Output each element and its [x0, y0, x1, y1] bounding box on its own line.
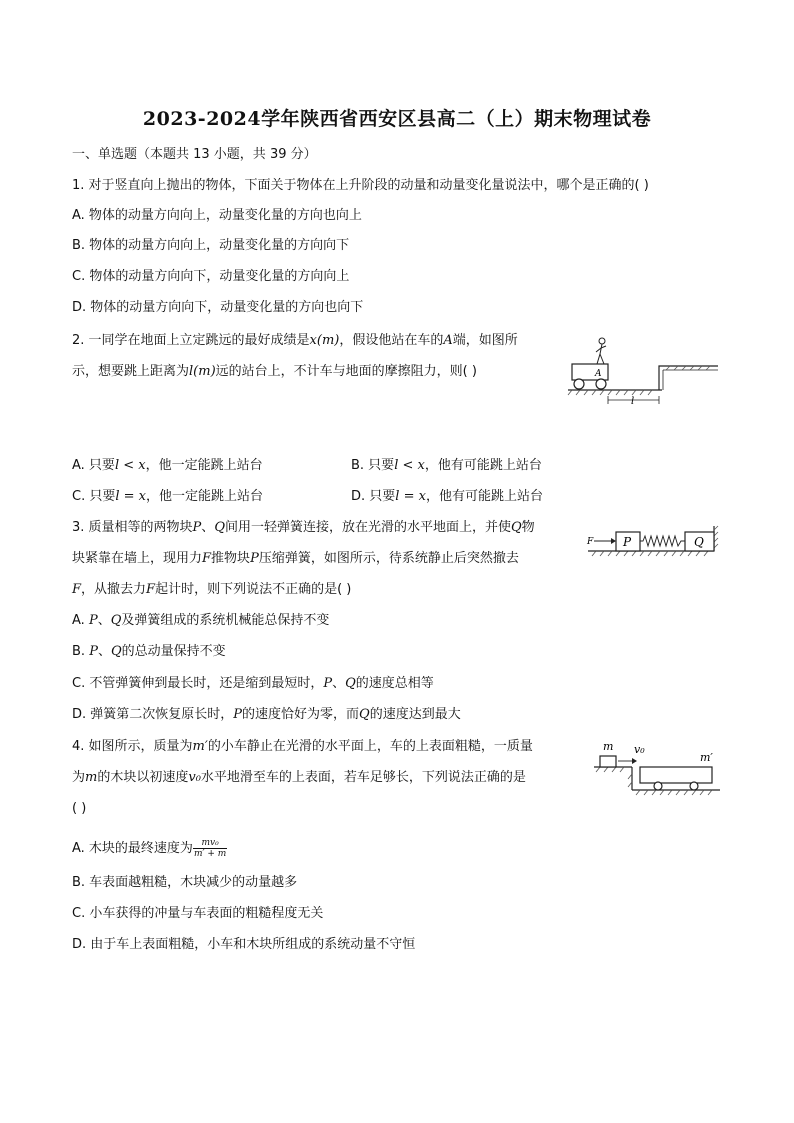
q2-option-a: A. 只要l < x，他一定能跳上站台 — [72, 458, 263, 473]
q2-option-c: C. 只要l = x，他一定能跳上站台 — [72, 489, 264, 504]
q4-fig-label-m: m — [603, 740, 614, 753]
q4-option-a: A. 木块的最终速度为 $\frac{\text{mv₀}}{m' + m}$ — [72, 838, 227, 859]
q3-fig-label-f: F — [587, 537, 594, 547]
q2-option-d: D. 只要l = x，他有可能跳上站台 — [351, 489, 543, 504]
q3-option-c: C. 不管弹簧伸到最长时，还是缩到最短时，P、Q的速度总相等 — [72, 676, 434, 691]
q3-stem-line2: 块紧靠在墙上，现用力F推物块P压缩弹簧，如图所示，待系统静止后突然撤去 — [72, 551, 519, 566]
q4-option-d: D. 由于车上表面粗糙，小车和木块所组成的系统动量不守恒 — [72, 937, 416, 952]
q2-option-b: B. 只要l < x，他有可能跳上站台 — [351, 458, 542, 473]
q4-option-c: C. 小车获得的冲量与车表面的粗糙程度无关 — [72, 906, 324, 921]
q3-stem-line1: 3. 质量相等的两物块P、Q间用一轻弹簧连接，放在光滑的水平地面上，并使Q物 — [72, 520, 535, 535]
q1-option-d: D. 物体的动量方向向下，动量变化量的方向也向下 — [72, 300, 364, 315]
q2-fig-label-a: A — [595, 369, 602, 379]
q4-stem-line2: 为m的木块以初速度v₀水平地滑至车的上表面，若车足够长，下列说法正确的是 — [72, 770, 526, 785]
q3-fig-label-p: P — [623, 535, 632, 549]
q2-fig-label-l: l — [631, 396, 635, 406]
q4-block-cart-figure — [590, 736, 722, 796]
q2-stem-line2: 示，想要跳上距离为l(m)远的站台上，不计车与地面的摩擦阻力，则( ) — [72, 364, 477, 379]
section-heading: 一、单选题（本题共 13 小题，共 39 分） — [72, 147, 317, 162]
q4-stem-line1: 4. 如图所示，质量为m′的小车静止在光滑的水平面上，车的上表面粗糙，一质量 — [72, 739, 533, 754]
q3-fig-label-q: Q — [694, 535, 704, 549]
q3-option-d: D. 弹簧第二次恢复原长时，P的速度恰好为零，而Q的速度达到最大 — [72, 707, 461, 722]
q1-option-a: A. 物体的动量方向向上，动量变化量的方向也向上 — [72, 208, 362, 223]
q1-option-c: C. 物体的动量方向向下，动量变化量的方向向上 — [72, 269, 350, 284]
q4-fig-label-v0: v₀ — [634, 743, 645, 756]
q3-stem-line3: F，从撤去力F起计时，则下列说法不正确的是( ) — [72, 582, 352, 597]
q3-option-b: B. P、Q的总动量保持不变 — [72, 644, 226, 659]
q4-fig-label-mprime: m′ — [700, 751, 713, 764]
q4-option-b: B. 车表面越粗糙，木块减少的动量越多 — [72, 875, 298, 890]
q3-option-a: A. P、Q及弹簧组成的系统机械能总保持不变 — [72, 613, 330, 628]
q2-stem-line1: 2. 一同学在地面上立定跳远的最好成绩是x(m)，假设他站在车的A端，如图所 — [72, 333, 518, 348]
q4-stem-line3: ( ) — [72, 801, 87, 816]
q1-option-b: B. 物体的动量方向向上，动量变化量的方向向下 — [72, 238, 350, 253]
page-title: 2023-2024学年陕西省西安区县高二（上）期末物理试卷 — [142, 108, 652, 130]
q1-stem: 1. 对于竖直向上抛出的物体，下面关于物体在上升阶段的动量和动量变化量说法中，哪个是正确的( ) — [72, 178, 649, 193]
q3-spring-blocks-figure — [586, 524, 720, 558]
q2-cart-platform-figure — [566, 334, 722, 406]
q4-final-velocity-fraction: $\frac{\text{mv₀}}{m' + m}$ — [193, 838, 227, 859]
